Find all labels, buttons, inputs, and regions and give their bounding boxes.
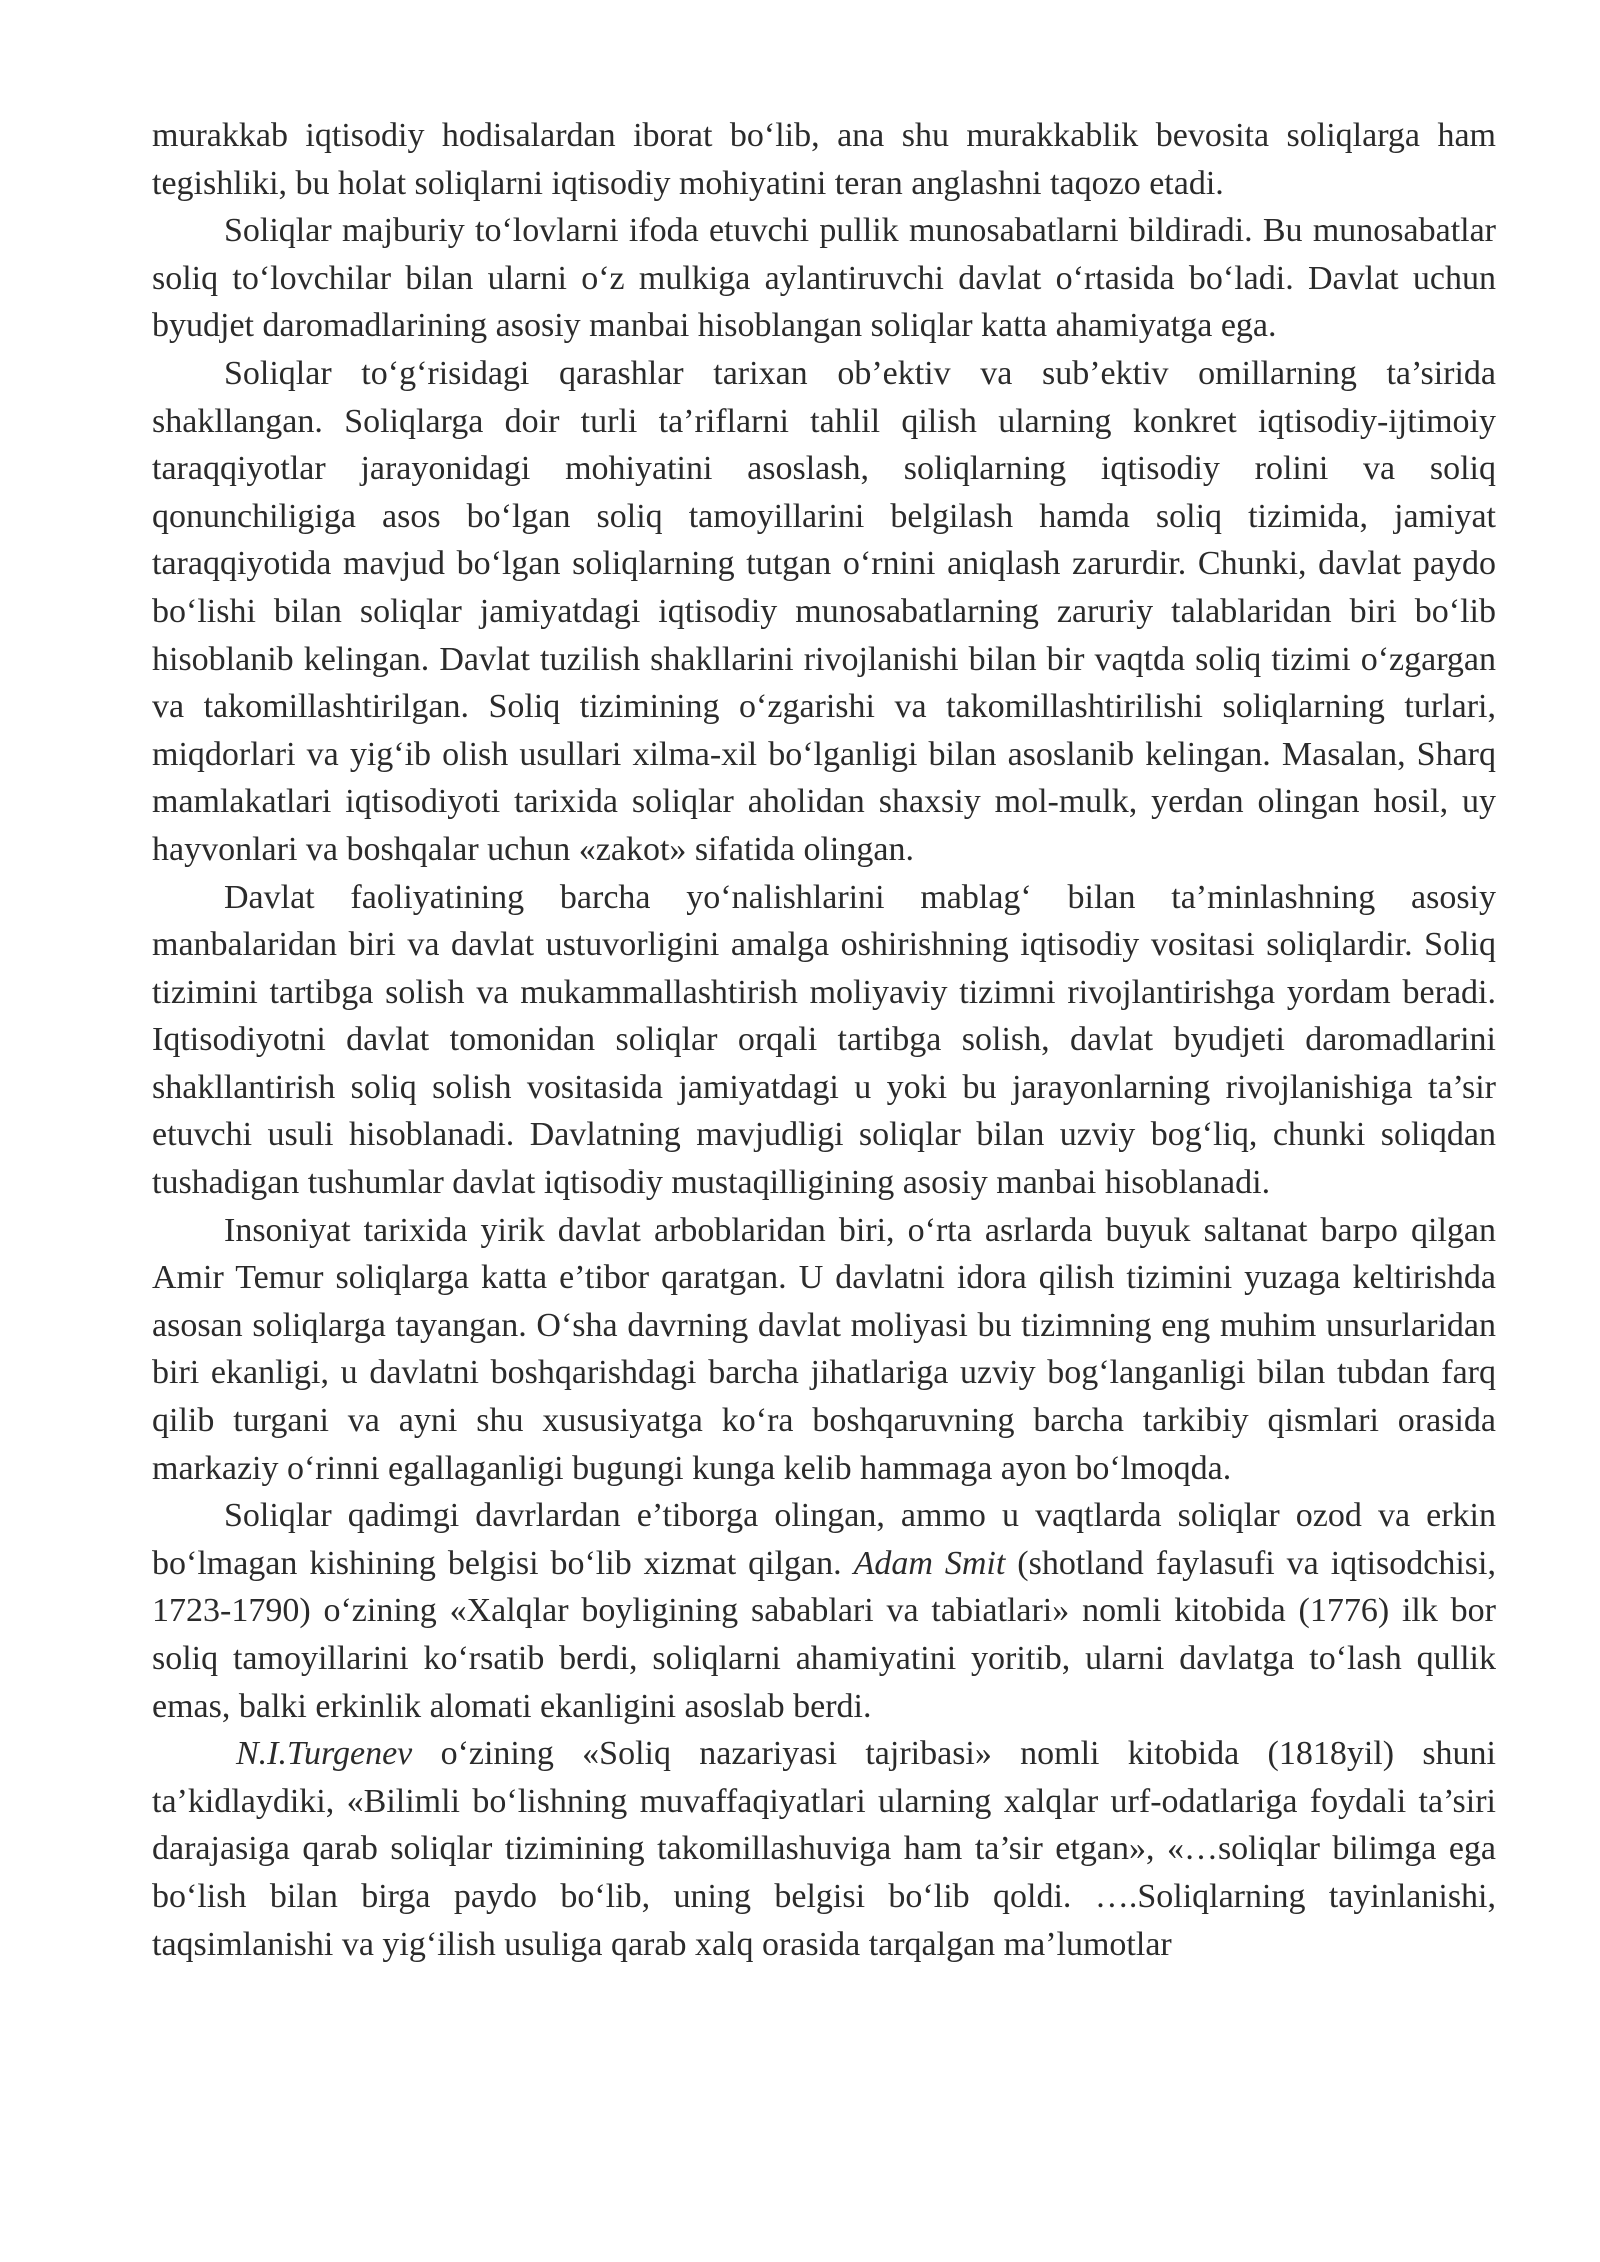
paragraph-text-before: Soliqlar qadimgi davrlardan e’tiborga olingan, ammo u vaqtlarda soliqlar ozod va erkin bo‘lmagan kishining belgisi bo‘lib xizmat qilgan. [152,1497,1496,1582]
paragraph-continuation: murakkab iqtisodiy hodisalardan iborat bo‘lib, ana shu murakkablik bevosita soliqlarga ham tegishliki, bu holat soliqlarni iqtisodiy mohiyatini teran anglashni taqozo etadi. [152,117,1496,202]
paragraph-turgenev [152,1730,1496,1968]
paragraph-davlat-faoliyati: Davlat faoliyatining barcha yo‘nalishlarini mablag‘ bilan ta’minlashning asosiy manbalaridan biri va davlat ustuvorligini amalga oshirishning iqtisodiy vositasi soliqlardir. Soliq tizimini tartibga solish va mukammallashtirish moliyaviy tizimni rivojlantirishga yordam beradi. Iqtisodiyotni davlat tomonidan soliqlar orqali tartibga solish, davlat byudjeti daromadlarini shakllantirish soliq solish vositasida jamiyatdagi u yoki bu jarayonlarning rivojlanishiga ta’sir etuvchi usuli hisoblanadi. Davlatning mavjudligi soliqlar bilan uzviy bog‘liq, chunki soliqdan tushadigan tushumlar davlat iqtisodiy mustaqilligining asosiy manbai hisoblanadi. [152,878,1496,1202]
paragraph-soliqlar-qarashlar: Soliqlar to‘g‘risidagi qarashlar tarixan ob’ektiv va sub’ektiv omillarning ta’sirida shakllangan. Soliqlarga doir turli ta’riflarni tahlil qilish ularning konkret iqtisodiy-ijtimoiy taraqqiyotlar jarayonidagi mohiyatini asoslash, soliqlarning iqtisodiy rolini va soliq qonunchiligiga asos bo‘lgan soliq tamoyillarini belgilash hamda soliq tizimida, jamiyat taraqqiyotida mavjud bo‘lgan soliqlarning tutgan o‘rnini aniqlash zarurdir. Chunki, davlat paydo bo‘lishi bilan soliqlar jamiyatdagi iqtisodiy munosabatlarning zaruriy talablaridan biri bo‘lib hisoblanib kelingan. Davlat tuzilish shakllarini rivojlanishi bilan bir vaqtda soliq tizimi o‘zgargan va takomillashtirilgan. Soliq tizimining o‘zgarishi va takomillashtirilishi soliqlarning turlari, miqdorlari va yig‘ib olish usullari xilma-xil bo‘lganligi bilan asoslanib kelingan. Masalan, Sharq mamlakatlari iqtisodiyoti tarixida soliqlar aholidan shaxsiy mol-mulk, yerdan olingan hosil, uy hayvonlari va boshqalar uchun «zakot» sifatida olingan. [152,354,1496,868]
paragraph-text-after: o‘zining «Soliq nazariyasi tajribasi» nomli kitobida (1818yil) shuni ta’kidlaydiki, «Bilimli bo‘lishning muvaffaqiyatlari ularning xalqlar urf-odatlariga foydali ta’siri darajasiga qarab soliqlar tizimining takomillashuviga ham ta’sir etgan», «…soliqlar bilimga ega bo‘lish bilan birga paydo bo‘lib, uning belgisi bo‘lib qoldi. ….Soliqlarning tayinlanishi, taqsimlanishi va yig‘ilish usuliga qarab xalq orasida tarqalgan ma’lumotlar [152,1735,1496,1963]
author-name-adam-smit: Adam Smit [853,1544,1006,1582]
author-name-turgenev: N.I.Turgenev [236,1735,413,1773]
document-page [152,112,1496,1968]
paragraph-adam-smit [152,1492,1496,1730]
paragraph-amir-temur: Insoniyat tarixida yirik davlat arboblaridan biri, o‘rta asrlarda buyuk saltanat barpo qilgan Amir Temur soliqlarga katta e’tibor qaratgan. U davlatni idora qilish tizimini yuzaga keltirishda asosan soliqlarga tayangan. O‘sha davrning davlat moliyasi bu tizimning eng muhim unsurlaridan biri ekanligi, u davlatni boshqarishdagi barcha jihatlariga uzviy bog‘langanligi bilan tubdan farq qilib turgani va ayni shu xususiyatga ko‘ra boshqaruvning barcha tarkibiy qismlari orasida markaziy o‘rinni egallaganligi bugungi kunga kelib hammaga ayon bo‘lmoqda. [152,1211,1496,1487]
paragraph-text-after: (shotland faylasufi va iqtisodchisi, 1723-1790) o‘zining «Xalqlar boyligining sabablari va tabiatlari» nomli kitobida (1776) ilk bor soliq tamoyillarini ko‘rsatib berdi, soliqlarni ahamiyatini yoritib, ularni davlatga to‘lash qullik emas, balki erkinlik alomati ekanligini asoslab berdi. [152,1544,1496,1725]
paragraph-soliqlar-majburiy: Soliqlar majburiy to‘lovlarni ifoda etuvchi pullik munosabatlarni bildiradi. Bu munosabatlar soliq to‘lovchilar bilan ularni o‘z mulkiga aylantiruvchi davlat o‘rtasida bo‘ladi. Davlat uchun byudjet daromadlarining asosiy manbai hisoblangan soliqlar katta ahamiyatga ega. [152,212,1496,345]
